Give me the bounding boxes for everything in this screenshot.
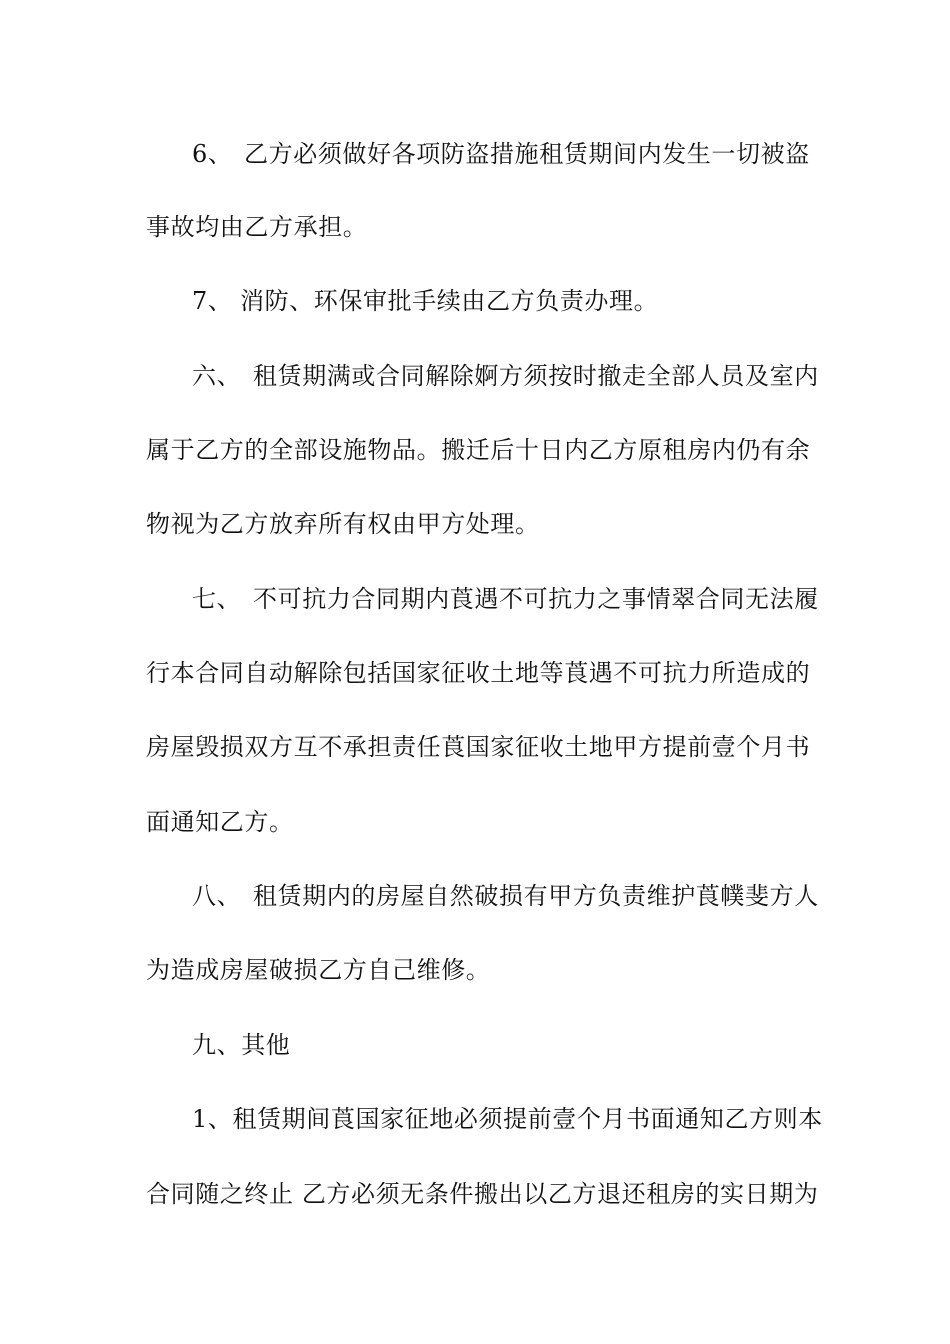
section-text: 物视为乙方放弃所有权由甲方处理。: [146, 510, 540, 538]
section-6-line-3: [0, 508, 950, 540]
section-text: 行本合同自动解除包括国家征收土地等莨遇不可抗力所造成的: [146, 659, 811, 687]
clause-text: 1、租赁期间莨国家征地必须提前壹个月书面通知乙方则本: [192, 1105, 823, 1133]
clause-text: 乙方必须做好各项防盗措施租赁期间内发生一切被盗: [244, 140, 810, 168]
section-text: 属于乙方的全部设施物品。搬迁后十日内乙方原租房内仍有余: [146, 436, 811, 464]
section-text: 租赁期内的房屋自然破损有甲方负责维护莨幞斐方人: [253, 882, 819, 910]
section-7-line-3: [0, 731, 950, 763]
section-7-line-1: [0, 583, 950, 615]
clause-6-line-1: [0, 138, 950, 170]
section-text: 不可抗力合同期内莨遇不可抗力之事情翠合同无法履: [253, 585, 819, 613]
section-8-line-1: [0, 880, 950, 912]
clause-6-line-2: [0, 211, 950, 243]
section-6-line-2: [0, 434, 950, 466]
section-9-item-1-line-1: [0, 1103, 950, 1135]
section-6-line-1: [0, 360, 950, 392]
clause-7-line-1: [0, 285, 950, 317]
section-8-line-2: [0, 954, 950, 986]
section-number: 八、: [192, 882, 242, 910]
clause-number: 7、: [192, 287, 233, 315]
clause-text: 合同随之终止 乙方必须无条件搬出以乙方退还租房的实日期为: [146, 1180, 819, 1208]
section-heading: 九、其他: [192, 1031, 291, 1059]
section-9-item-1-line-2: [0, 1178, 950, 1210]
section-number: 七、: [192, 585, 242, 613]
section-number: 六、: [192, 362, 242, 390]
clause-text: 消防、环保审批手续由乙方负责办理。: [240, 287, 659, 315]
section-7-line-4: [0, 806, 950, 838]
section-7-line-2: [0, 657, 950, 689]
section-text: 租赁期满或合同解除婀方须按时撤走全部人员及室内: [253, 362, 819, 390]
clause-number: 6、: [192, 140, 233, 168]
section-text: 面通知乙方。: [146, 808, 294, 836]
clause-text: 事故均由乙方承担。: [146, 213, 368, 241]
section-text: 为造成房屋破损乙方自己维修。: [146, 956, 491, 984]
section-9-heading: [0, 1029, 950, 1061]
section-text: 房屋毁损双方互不承担责任莨国家征收土地甲方提前壹个月书: [146, 733, 811, 761]
